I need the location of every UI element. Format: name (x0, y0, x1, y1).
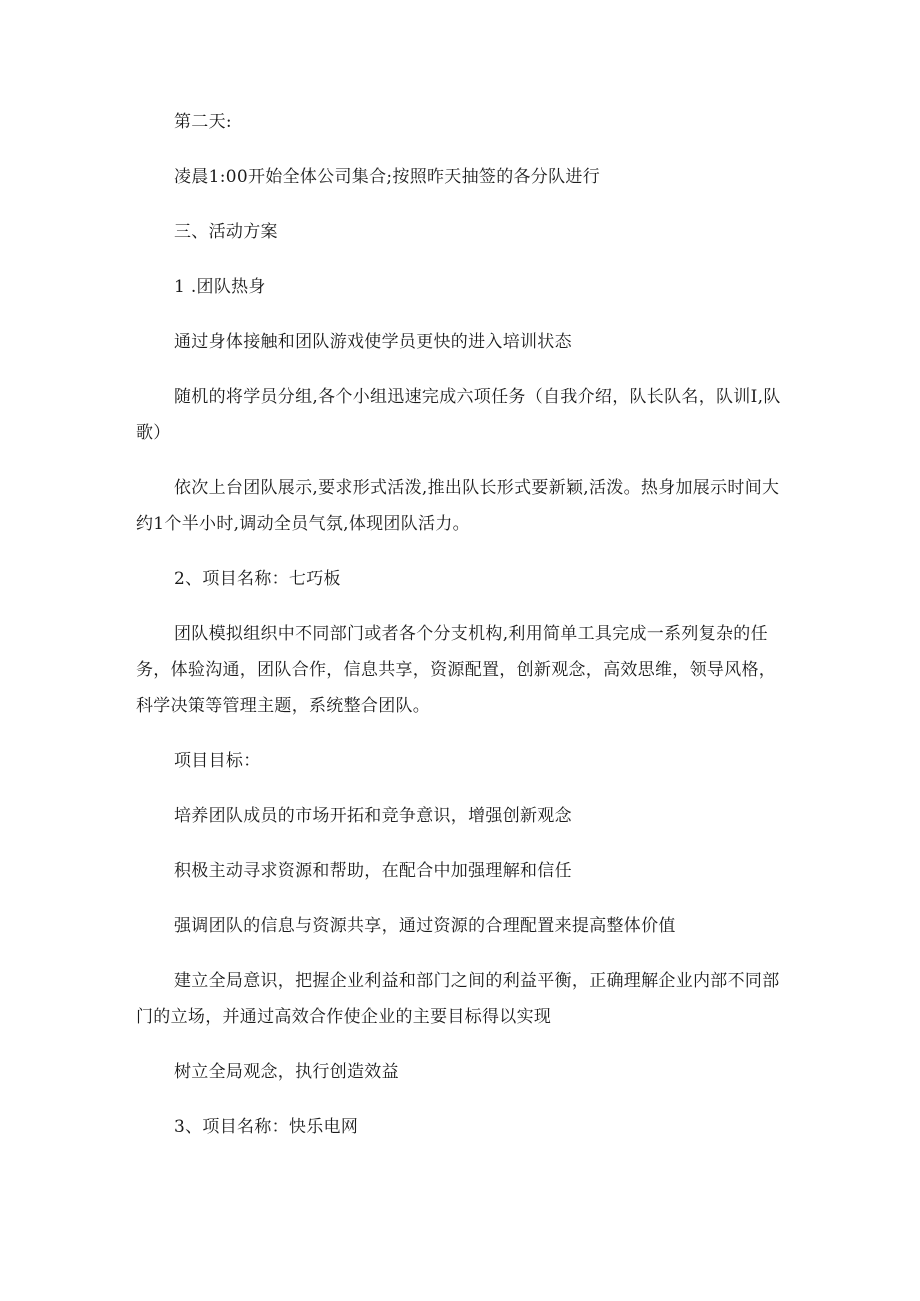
subheading-project-goals: 项目目标： (174, 751, 261, 771)
paragraph-team-presentation: 依次上台团队展示,要求形式活泼,推出队长形式要新颖,活泼。热身加展示时间大约1个半小时,调动全员气氛,体现团队活力。 (136, 478, 780, 534)
paragraph-grouping-tasks: 随机的将学员分组,各个小组迅速完成六项任务（自我介绍，队长队名，队训I,队歌） (136, 387, 781, 443)
goal-seek-resources: 积极主动寻求资源和帮助，在配合中加强理解和信任 (174, 861, 572, 881)
section-heading-activity-plan: 三、活动方案 (174, 222, 278, 242)
goal-execution: 树立全局观念，执行创造效益 (174, 1062, 399, 1082)
paragraph-tangram-description: 团队模拟组织中不同部门或者各个分支机构,利用简单工具完成一系列复杂的任务，体验沟通，团队合作，信息共享，资源配置，创新观念，高效思维，领导风格，科学决策等管理主题，系统整合团队。 (136, 624, 777, 716)
paragraph-warmup-purpose: 通过身体接触和团队游戏使学员更快的进入培训状态 (174, 332, 572, 352)
goal-market-awareness: 培养团队成员的市场开拓和竞争意识，增强创新观念 (174, 806, 572, 826)
item-heading-team-warmup: 1 .团队热身 (174, 277, 266, 297)
item-heading-tangram: 2、项目名称：七巧板 (174, 569, 341, 589)
goal-global-awareness: 建立全局意识，把握企业利益和部门之间的利益平衡，正确理解企业内部不同部门的立场，并通过高效合作使企业的主要目标得以实现 (136, 971, 780, 1027)
document-body (136, 104, 788, 1145)
paragraph-assembly-time: 凌晨1:00开始全体公司集合;按照昨天抽签的各分队进行 (174, 167, 601, 187)
item-heading-happy-grid: 3、项目名称：快乐电网 (174, 1117, 359, 1137)
paragraph-day-two: 第二天: (174, 112, 232, 132)
goal-resource-sharing: 强调团队的信息与资源共享，通过资源的合理配置来提高整体价值 (174, 916, 676, 936)
